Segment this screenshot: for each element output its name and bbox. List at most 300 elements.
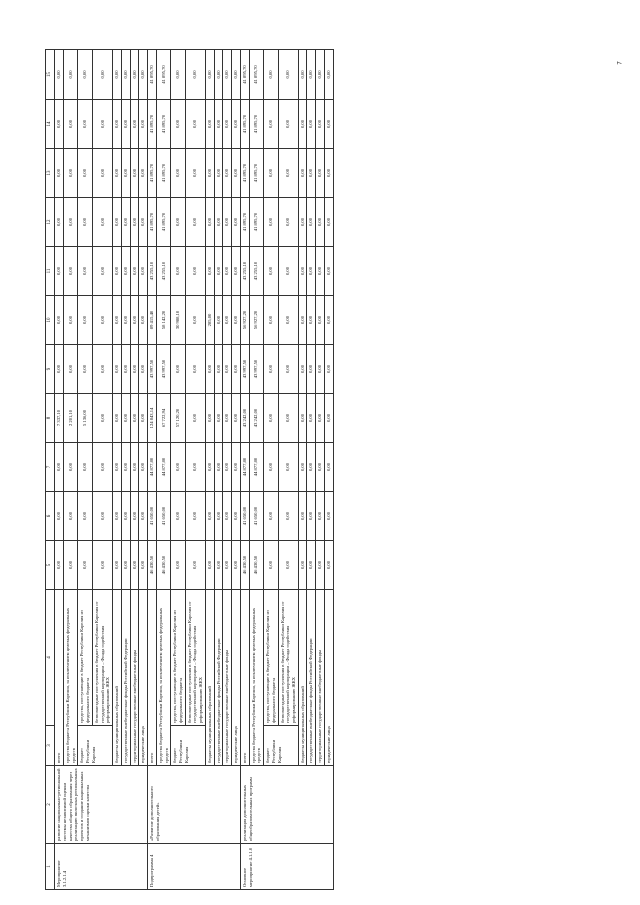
funding-source-cell: всего xyxy=(240,590,249,766)
value-cell: 0,00 xyxy=(278,50,298,100)
value-cell: 0,00 xyxy=(298,345,307,394)
value-cell: 58 142,20 xyxy=(156,296,170,345)
value-cell: 0,00 xyxy=(264,345,278,394)
value-cell: 44 877,80 xyxy=(148,443,157,492)
value-cell: 56 927,20 xyxy=(240,296,249,345)
funding-source-cell: государственные внебюджетные фонды Российской Федерации xyxy=(214,590,223,766)
value-cell: 0,00 xyxy=(324,345,333,394)
value-cell: 0,00 xyxy=(78,296,92,345)
value-cell: 0,00 xyxy=(214,345,223,394)
value-cell: 0,00 xyxy=(223,394,232,443)
value-cell: 0,00 xyxy=(223,100,232,149)
value-cell: 0,00 xyxy=(316,100,325,149)
value-cell: 0,00 xyxy=(121,198,130,247)
table-row xyxy=(205,50,214,890)
value-cell: 0,00 xyxy=(113,345,122,394)
program-code-cell: Основное мероприятие 4.1.1.0 xyxy=(240,844,333,890)
funding-source-cell: средства, поступающие в бюджет Республики Карелия из федерального бюджета xyxy=(78,590,92,726)
value-cell: 0,00 xyxy=(205,492,214,541)
value-cell: 0,00 xyxy=(307,541,316,590)
table-row xyxy=(113,50,122,890)
funding-source-cell: безвозмездные поступления в бюджет Республики Карелия от государственной корпорации – Фонда содействия реформированию ЖКХ xyxy=(278,590,298,726)
value-cell: 0,00 xyxy=(278,100,298,149)
value-cell: 0,00 xyxy=(55,50,64,100)
value-cell: 0,00 xyxy=(139,100,148,149)
rotated-budget-table-sheet xyxy=(45,50,605,890)
value-cell: 0,00 xyxy=(113,100,122,149)
value-cell: 0,00 xyxy=(316,296,325,345)
value-cell: 46 430,50 xyxy=(156,541,170,590)
value-cell: 0,00 xyxy=(214,394,223,443)
value-cell: 0,00 xyxy=(264,541,278,590)
value-cell: 0,00 xyxy=(264,149,278,198)
value-cell: 89 415,40 xyxy=(148,296,157,345)
budget-group-cell: бюджет Республики Карелия xyxy=(171,726,206,766)
value-cell: 41 895,70 xyxy=(249,198,263,247)
funding-source-cell: юридические лица xyxy=(139,590,148,766)
value-cell: 0,00 xyxy=(78,149,92,198)
table-row xyxy=(298,50,307,890)
value-cell: 0,00 xyxy=(121,50,130,100)
value-cell: 0,00 xyxy=(278,296,298,345)
column-header: 13 xyxy=(46,149,55,198)
value-cell: 0,00 xyxy=(55,247,64,296)
value-cell: 0,00 xyxy=(121,247,130,296)
value-cell: 0,00 xyxy=(171,50,185,100)
value-cell: 43 997,50 xyxy=(156,345,170,394)
value-cell: 0,00 xyxy=(139,198,148,247)
value-cell: 41 895,70 xyxy=(249,100,263,149)
value-cell: 0,00 xyxy=(278,198,298,247)
value-cell: 0,00 xyxy=(171,443,185,492)
value-cell: 0,00 xyxy=(130,247,139,296)
program-name-cell: «Развитие дополнительного образования детей» xyxy=(148,766,241,844)
value-cell: 0,00 xyxy=(232,149,241,198)
value-cell: 0,00 xyxy=(92,198,112,247)
value-cell: 0,00 xyxy=(113,296,122,345)
value-cell: 67 722,94 xyxy=(156,394,170,443)
value-cell: 0,00 xyxy=(214,100,223,149)
value-cell: 43 997,50 xyxy=(240,345,249,394)
value-cell: 0,00 xyxy=(92,50,112,100)
funding-source-cell: средства бюджета Республики Карелия, за исключением целевых федеральных средств xyxy=(156,590,170,766)
table-row xyxy=(156,50,170,890)
value-cell: 0,00 xyxy=(171,149,185,198)
value-cell: 0,00 xyxy=(205,345,214,394)
value-cell: 41 895,70 xyxy=(156,100,170,149)
value-cell: 41 895,70 xyxy=(240,100,249,149)
value-cell: 0,00 xyxy=(113,149,122,198)
value-cell: 0,00 xyxy=(63,492,77,541)
value-cell: 44 877,80 xyxy=(156,443,170,492)
value-cell: 0,00 xyxy=(63,198,77,247)
value-cell: 0,00 xyxy=(63,149,77,198)
funding-source-cell: средства бюджета Республики Карелия, за исключением целевых федеральных средств xyxy=(63,590,77,766)
value-cell: 0,00 xyxy=(278,394,298,443)
value-cell: 0,00 xyxy=(232,394,241,443)
value-cell: 43 242,00 xyxy=(249,394,263,443)
value-cell: 0,00 xyxy=(78,492,92,541)
column-header: 3 xyxy=(46,726,55,766)
funding-source-cell: территориальные государственные внебюджетные фонды xyxy=(130,590,139,766)
value-cell: 0,00 xyxy=(55,149,64,198)
value-cell: 0,00 xyxy=(63,247,77,296)
value-cell: 0,00 xyxy=(171,541,185,590)
value-cell: 0,00 xyxy=(316,50,325,100)
funding-source-cell: средства, поступающие в бюджет Республики Карелия из федерального бюджета xyxy=(171,590,185,726)
value-cell: 0,00 xyxy=(316,541,325,590)
value-cell: 0,00 xyxy=(113,492,122,541)
column-header: 7 xyxy=(46,443,55,492)
value-cell: 0,00 xyxy=(205,50,214,100)
value-cell: 0,00 xyxy=(324,492,333,541)
value-cell: 41 895,70 xyxy=(156,149,170,198)
value-cell: 0,00 xyxy=(113,198,122,247)
value-cell: 0,00 xyxy=(130,100,139,149)
value-cell: 0,00 xyxy=(130,492,139,541)
funding-source-cell: юридические лица xyxy=(232,590,241,766)
budget-group-cell: бюджет Республики Карелия xyxy=(78,726,113,766)
value-cell: 0,00 xyxy=(205,198,214,247)
value-cell: 0,00 xyxy=(92,394,112,443)
value-cell: 0,00 xyxy=(63,296,77,345)
value-cell: 0,00 xyxy=(113,541,122,590)
value-cell: 0,00 xyxy=(113,50,122,100)
funding-source-cell: всего xyxy=(148,590,157,766)
value-cell: 0,00 xyxy=(324,443,333,492)
value-cell: 0,00 xyxy=(139,345,148,394)
value-cell: 0,00 xyxy=(278,149,298,198)
value-cell: 43 255,10 xyxy=(240,247,249,296)
value-cell: 0,00 xyxy=(78,541,92,590)
value-cell: 0,00 xyxy=(185,541,205,590)
value-cell: 0,00 xyxy=(113,394,122,443)
value-cell: 0,00 xyxy=(63,443,77,492)
value-cell: 0,00 xyxy=(205,394,214,443)
value-cell: 0,00 xyxy=(278,443,298,492)
value-cell: 0,00 xyxy=(130,50,139,100)
value-cell: 0,00 xyxy=(316,394,325,443)
budget-table xyxy=(45,49,334,890)
value-cell: 0,00 xyxy=(232,50,241,100)
funding-source-cell: бюджеты муниципальных образований xyxy=(205,590,214,766)
column-header: 12 xyxy=(46,198,55,247)
column-header: 5 xyxy=(46,541,55,590)
funding-source-cell: территориальные государственные внебюджетные фонды xyxy=(223,590,232,766)
value-cell: 30 988,10 xyxy=(171,296,185,345)
value-cell: 0,00 xyxy=(214,296,223,345)
page-number: 7 xyxy=(617,61,624,65)
value-cell: 0,00 xyxy=(298,492,307,541)
table-row xyxy=(171,50,185,890)
value-cell: 0,00 xyxy=(121,394,130,443)
value-cell: 0,00 xyxy=(214,247,223,296)
program-code-cell: Мероприятие 3.1.2.1.4 xyxy=(55,844,148,890)
value-cell: 0,00 xyxy=(223,345,232,394)
value-cell: 0,00 xyxy=(223,443,232,492)
funding-source-cell: средства бюджета Республики Карелия, за исключением целевых федеральных средств xyxy=(249,590,263,766)
value-cell: 0,00 xyxy=(92,345,112,394)
value-cell: 0,00 xyxy=(298,198,307,247)
value-cell: 0,00 xyxy=(298,443,307,492)
table-row xyxy=(78,50,92,890)
value-cell: 0,00 xyxy=(121,345,130,394)
column-header: 2 xyxy=(46,766,55,844)
table-body xyxy=(55,50,333,890)
value-cell: 0,00 xyxy=(78,100,92,149)
value-cell: 0,00 xyxy=(78,345,92,394)
value-cell: 0,00 xyxy=(78,247,92,296)
value-cell: 0,00 xyxy=(264,492,278,541)
value-cell: 41 895,70 xyxy=(240,149,249,198)
value-cell: 0,00 xyxy=(55,541,64,590)
column-header: 10 xyxy=(46,296,55,345)
value-cell: 0,00 xyxy=(130,541,139,590)
value-cell: 124 843,14 xyxy=(148,394,157,443)
table-row xyxy=(139,50,148,890)
value-cell: 0,00 xyxy=(130,296,139,345)
value-cell: 0,00 xyxy=(214,149,223,198)
value-cell: 0,00 xyxy=(307,100,316,149)
value-cell: 0,00 xyxy=(185,345,205,394)
value-cell: 0,00 xyxy=(63,541,77,590)
funding-source-cell: средства, поступающие в бюджет Республики Карелия из федерального бюджета xyxy=(264,590,278,726)
value-cell: 0,00 xyxy=(139,296,148,345)
table-row xyxy=(232,50,241,890)
value-cell: 0,00 xyxy=(324,247,333,296)
column-header: 6 xyxy=(46,492,55,541)
value-cell: 0,00 xyxy=(92,100,112,149)
value-cell: 0,00 xyxy=(139,541,148,590)
funding-source-cell: безвозмездные поступления в бюджет Республики Карелия от государственной корпорации – Фонда содействия реформированию ЖКХ xyxy=(92,590,112,726)
value-cell: 0,00 xyxy=(232,100,241,149)
value-cell: 0,00 xyxy=(205,541,214,590)
value-cell: 0,00 xyxy=(171,198,185,247)
value-cell: 0,00 xyxy=(63,50,77,100)
value-cell: 0,00 xyxy=(139,50,148,100)
value-cell: 0,00 xyxy=(223,149,232,198)
table-row xyxy=(130,50,139,890)
column-header: 4 xyxy=(46,590,55,726)
value-cell: 0,00 xyxy=(223,50,232,100)
value-cell: 0,00 xyxy=(171,492,185,541)
value-cell: 0,00 xyxy=(223,296,232,345)
funding-source-cell: бюджеты муниципальных образований xyxy=(113,590,122,766)
value-cell: 0,00 xyxy=(264,50,278,100)
value-cell: 41 895,70 xyxy=(240,50,249,100)
value-cell: 0,00 xyxy=(232,345,241,394)
value-cell: 0,00 xyxy=(205,443,214,492)
value-cell: 0,00 xyxy=(316,198,325,247)
value-cell: 0,00 xyxy=(223,492,232,541)
value-cell: 0,00 xyxy=(205,100,214,149)
value-cell: 0,00 xyxy=(185,492,205,541)
value-cell: 0,00 xyxy=(55,492,64,541)
funding-source-cell: бюджеты муниципальных образований xyxy=(298,590,307,766)
table-row xyxy=(223,50,232,890)
value-cell: 0,00 xyxy=(171,247,185,296)
value-cell: 0,00 xyxy=(307,198,316,247)
value-cell: 0,00 xyxy=(324,296,333,345)
value-cell: 43 255,10 xyxy=(156,247,170,296)
value-cell: 0,00 xyxy=(121,149,130,198)
value-cell: 0,00 xyxy=(264,296,278,345)
value-cell: 0,00 xyxy=(185,198,205,247)
value-cell: 0,00 xyxy=(92,541,112,590)
column-header: 11 xyxy=(46,247,55,296)
value-cell: 0,00 xyxy=(92,443,112,492)
value-cell: 0,00 xyxy=(232,247,241,296)
value-cell: 0,00 xyxy=(324,100,333,149)
value-cell: 0,00 xyxy=(139,443,148,492)
value-cell: 0,00 xyxy=(92,149,112,198)
value-cell: 0,00 xyxy=(278,492,298,541)
value-cell: 0,00 xyxy=(264,443,278,492)
value-cell: 41 895,70 xyxy=(148,149,157,198)
value-cell: 0,00 xyxy=(92,492,112,541)
table-row xyxy=(324,50,333,890)
value-cell: 46 430,50 xyxy=(240,541,249,590)
value-cell: 0,00 xyxy=(121,541,130,590)
column-header: 14 xyxy=(46,100,55,149)
value-cell: 0,00 xyxy=(324,149,333,198)
value-cell: 0,00 xyxy=(264,247,278,296)
funding-source-cell: государственные внебюджетные фонды Российской Федерации xyxy=(307,590,316,766)
table-row xyxy=(240,50,249,890)
value-cell: 0,00 xyxy=(307,247,316,296)
value-cell: 41 895,70 xyxy=(240,198,249,247)
value-cell: 0,00 xyxy=(232,198,241,247)
value-cell: 0,00 xyxy=(278,541,298,590)
value-cell: 0,00 xyxy=(171,345,185,394)
table-row xyxy=(249,50,263,890)
funding-source-cell: всего xyxy=(55,590,64,766)
table-row xyxy=(307,50,316,890)
column-header: 15 xyxy=(46,50,55,100)
value-cell: 41 650,00 xyxy=(148,492,157,541)
value-cell: 41 650,00 xyxy=(240,492,249,541)
value-cell: 0,00 xyxy=(324,541,333,590)
table-row xyxy=(63,50,77,890)
value-cell: 0,00 xyxy=(307,492,316,541)
value-cell: 0,00 xyxy=(139,247,148,296)
value-cell: 0,00 xyxy=(307,296,316,345)
program-name-cell: реализация дополнительных общеобразовательных программ xyxy=(240,766,333,844)
value-cell: 56 927,20 xyxy=(249,296,263,345)
value-cell: 0,00 xyxy=(223,198,232,247)
value-cell: 41 895,70 xyxy=(156,50,170,100)
value-cell: 0,00 xyxy=(214,198,223,247)
value-cell: 43 242,00 xyxy=(240,394,249,443)
value-cell: 0,00 xyxy=(130,198,139,247)
value-cell: 0,00 xyxy=(130,345,139,394)
table-row xyxy=(121,50,130,890)
value-cell: 0,00 xyxy=(55,198,64,247)
value-cell: 285,00 xyxy=(205,296,214,345)
value-cell: 0,00 xyxy=(264,198,278,247)
value-cell: 57 120,20 xyxy=(171,394,185,443)
funding-source-cell: юридические лица xyxy=(324,590,333,766)
value-cell: 43 255,10 xyxy=(249,247,263,296)
value-cell: 7 337,10 xyxy=(55,394,64,443)
value-cell: 0,00 xyxy=(92,296,112,345)
value-cell: 44 877,80 xyxy=(240,443,249,492)
value-cell: 0,00 xyxy=(264,100,278,149)
budget-group-cell: бюджет Республики Карелия xyxy=(264,726,299,766)
value-cell: 0,00 xyxy=(316,492,325,541)
column-header: 9 xyxy=(46,345,55,394)
value-cell: 0,00 xyxy=(324,198,333,247)
value-cell: 0,00 xyxy=(55,100,64,149)
value-cell: 0,00 xyxy=(232,443,241,492)
table-row xyxy=(264,50,278,890)
value-cell: 0,00 xyxy=(185,100,205,149)
value-cell: 0,00 xyxy=(185,149,205,198)
value-cell: 0,00 xyxy=(113,443,122,492)
value-cell: 0,00 xyxy=(171,100,185,149)
value-cell: 0,00 xyxy=(278,345,298,394)
value-cell: 0,00 xyxy=(205,149,214,198)
value-cell: 0,00 xyxy=(121,100,130,149)
value-cell: 0,00 xyxy=(298,247,307,296)
value-cell: 0,00 xyxy=(63,100,77,149)
column-header: 1 xyxy=(46,844,55,890)
value-cell: 0,00 xyxy=(139,394,148,443)
value-cell: 0,00 xyxy=(298,541,307,590)
value-cell: 0,00 xyxy=(298,50,307,100)
value-cell: 0,00 xyxy=(232,541,241,590)
table-row xyxy=(55,50,64,890)
table-row xyxy=(316,50,325,890)
value-cell: 0,00 xyxy=(121,296,130,345)
program-code-cell: Подпрограмма 4 xyxy=(148,844,241,890)
value-cell: 0,00 xyxy=(130,443,139,492)
value-cell: 2 201,10 xyxy=(63,394,77,443)
value-cell: 41 895,70 xyxy=(148,100,157,149)
value-cell: 0,00 xyxy=(278,247,298,296)
value-cell: 0,00 xyxy=(232,296,241,345)
value-cell: 0,00 xyxy=(223,247,232,296)
value-cell: 0,00 xyxy=(264,394,278,443)
value-cell: 0,00 xyxy=(78,443,92,492)
value-cell: 0,00 xyxy=(316,443,325,492)
funding-source-cell: территориальные государственные внебюджетные фонды xyxy=(316,590,325,766)
value-cell: 0,00 xyxy=(324,50,333,100)
value-cell: 0,00 xyxy=(307,443,316,492)
value-cell: 41 895,70 xyxy=(148,50,157,100)
value-cell: 0,00 xyxy=(63,345,77,394)
value-cell: 43 997,50 xyxy=(148,345,157,394)
value-cell: 41 650,00 xyxy=(249,492,263,541)
value-cell: 0,00 xyxy=(205,247,214,296)
value-cell: 43 997,50 xyxy=(249,345,263,394)
value-cell: 0,00 xyxy=(298,394,307,443)
value-cell: 0,00 xyxy=(185,296,205,345)
value-cell: 0,00 xyxy=(214,492,223,541)
value-cell: 0,00 xyxy=(185,394,205,443)
value-cell: 0,00 xyxy=(55,345,64,394)
value-cell: 0,00 xyxy=(316,149,325,198)
value-cell: 0,00 xyxy=(185,443,205,492)
value-cell: 0,00 xyxy=(78,50,92,100)
value-cell: 0,00 xyxy=(232,492,241,541)
value-cell: 5 136,00 xyxy=(78,394,92,443)
value-cell: 41 650,00 xyxy=(156,492,170,541)
value-cell: 0,00 xyxy=(130,394,139,443)
value-cell: 0,00 xyxy=(316,345,325,394)
value-cell: 0,00 xyxy=(324,394,333,443)
value-cell: 0,00 xyxy=(298,149,307,198)
